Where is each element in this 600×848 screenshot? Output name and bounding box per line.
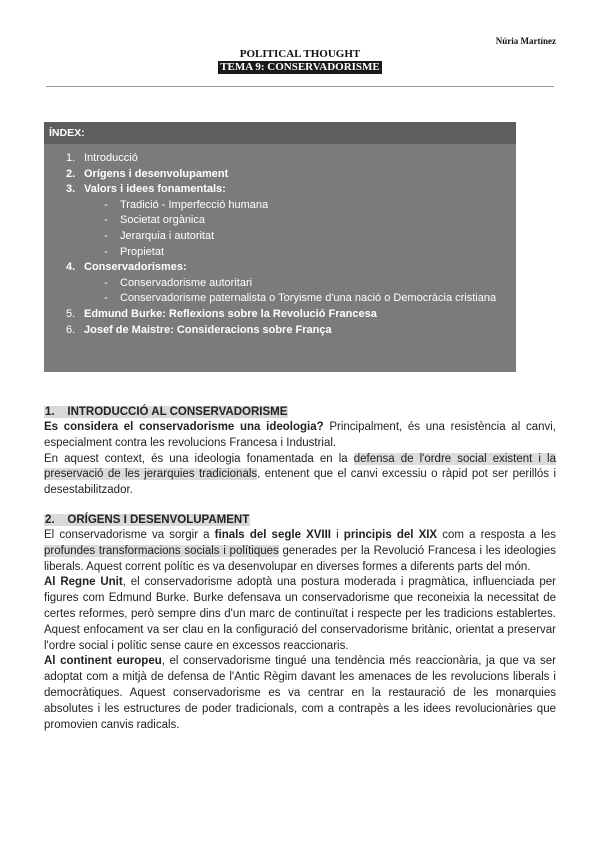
index-item xyxy=(44,167,516,183)
index-item-label: Conservadorismes: xyxy=(84,261,187,274)
index-item-label: Introducció xyxy=(84,152,138,164)
index-heading: ÍNDEX: xyxy=(44,122,516,144)
paragraph xyxy=(44,528,556,575)
paragraph-text: , entenent que el canvi excessiu o ràpid pot ser perillós i desestabilitzador. xyxy=(44,468,557,497)
highlighted-text: defensa de l'ordre social existent i la preservació de les jerarquies tradicionals xyxy=(44,452,556,481)
paragraph-text: com a resposta a les xyxy=(437,528,557,541)
index-list xyxy=(44,144,516,338)
section-heading-text: 1. INTRODUCCIÓ AL CONSERVADORISME xyxy=(45,406,288,418)
bold-text: Al continent europeu xyxy=(44,655,162,668)
document-title xyxy=(0,48,600,74)
dash-bullet-icon: - xyxy=(104,198,108,211)
index-subitem-label: Societat orgànica xyxy=(120,214,205,227)
paragraph xyxy=(44,654,556,733)
index-item-number: 1. xyxy=(66,152,76,164)
dash-bullet-icon: - xyxy=(104,245,108,258)
index-box xyxy=(44,122,516,372)
index-subitem-label: Jerarquia i autoritat xyxy=(120,229,215,242)
index-subitem xyxy=(44,198,516,214)
bold-text: Al Regne Unit xyxy=(44,576,123,589)
index-subitem-label: Conservadorisme paternalista o Toryisme d'una nació o Democràcia cristiana xyxy=(120,292,497,305)
paragraph-text: , el conservadorisme adoptà una postura moderada i pragmàtica, influenciada per figures com Edmund Burke. Burke defensava un conservadorisme que reconeixia la necessitat de certes reformes, però sempre dins d'un marc de continuïtat i respecte per les tradicions establertes. Aquest enfocament va ser clau en la configuració del conservadorisme britànic, orientat a preservar l'ordre social i polític sense caure en excessos reaccionaris. xyxy=(44,576,557,652)
index-item xyxy=(44,182,516,198)
index-item xyxy=(44,260,516,276)
bold-text: finals del segle XVIII xyxy=(214,528,331,541)
paragraph xyxy=(44,575,556,654)
index-item-label: Josef de Maistre: Consideracions sobre França xyxy=(84,323,332,336)
index-subitem xyxy=(44,276,516,292)
index-item-number: 5. xyxy=(66,307,76,320)
author-name: Núria Martínez xyxy=(495,36,556,46)
index-item-number: 3. xyxy=(66,183,76,196)
index-subitem xyxy=(44,229,516,245)
title-line: POLITICAL THOUGHT xyxy=(239,48,361,60)
header-divider xyxy=(46,86,554,87)
paragraph-text: El conservadorisme va sorgir a xyxy=(44,528,215,541)
index-item-label: Edmund Burke: Reflexions sobre la Revolució Francesa xyxy=(84,307,377,320)
index-item-number: 2. xyxy=(66,167,76,180)
index-subitem-label: Tradició - Imperfecció humana xyxy=(120,198,269,211)
section-heading-text: 2. ORÍGENS I DESENVOLUPAMENT xyxy=(45,513,250,526)
index-item-number: 6. xyxy=(66,323,76,336)
index-subitem xyxy=(44,245,516,261)
dash-bullet-icon: - xyxy=(104,229,108,242)
index-subitem xyxy=(44,213,516,229)
highlighted-text: profundes transformacions socials i polítiques xyxy=(44,544,279,557)
dash-bullet-icon: - xyxy=(104,276,108,289)
index-item-label: Orígens i desenvolupament xyxy=(84,167,229,180)
index-subitem-label: Propietat xyxy=(120,245,165,258)
subtitle-line: TEMA 9: CONSERVADORISME xyxy=(220,61,380,73)
dash-bullet-icon: - xyxy=(104,214,108,227)
paragraph-text: En aquest context, és una ideologia fonamentada en la xyxy=(44,452,354,465)
index-item xyxy=(44,323,516,339)
index-item-number: 4. xyxy=(66,261,76,274)
index-subitem xyxy=(44,291,516,307)
index-item xyxy=(44,307,516,323)
index-item-label: Valors i idees fonamentals: xyxy=(84,183,226,196)
question-text: Es considera el conservadorisme una ideologia? xyxy=(44,421,324,433)
paragraph-text: generades per la Revolució Francesa i les ideologies liberals. Aquest corrent polític es va desenvolupar en diverses formes a diferents parts del món. xyxy=(44,544,556,573)
index-item xyxy=(44,151,516,167)
bold-text: principis del XIX xyxy=(343,528,438,541)
paragraph-text: Principalment, és una resistència al canvi, especialment contra les revolucions Francesa i Industrial. xyxy=(44,421,556,449)
paragraph-text: , el conservadorisme tingué una tendència més reaccionària, ja que va ser adoptat com a mitjà de defensa de l'Antic Règim davant les amenaces de les revolucions liberals i democràtiques. Aquest conservadorisme es va centrar en la restauració de les monarquies absolutes i les estructures de poder tradicionals, com a contrapès a les idees revolucionàries que promovien canvis radicals. xyxy=(44,655,557,731)
paragraph xyxy=(44,452,556,499)
section-heading xyxy=(44,512,556,528)
document-body xyxy=(44,404,556,733)
section-heading xyxy=(44,404,556,420)
dash-bullet-icon: - xyxy=(104,292,108,305)
paragraph xyxy=(44,420,556,452)
index-subitem-label: Conservadorisme autoritari xyxy=(120,276,253,289)
paragraph-text: i xyxy=(331,528,344,541)
